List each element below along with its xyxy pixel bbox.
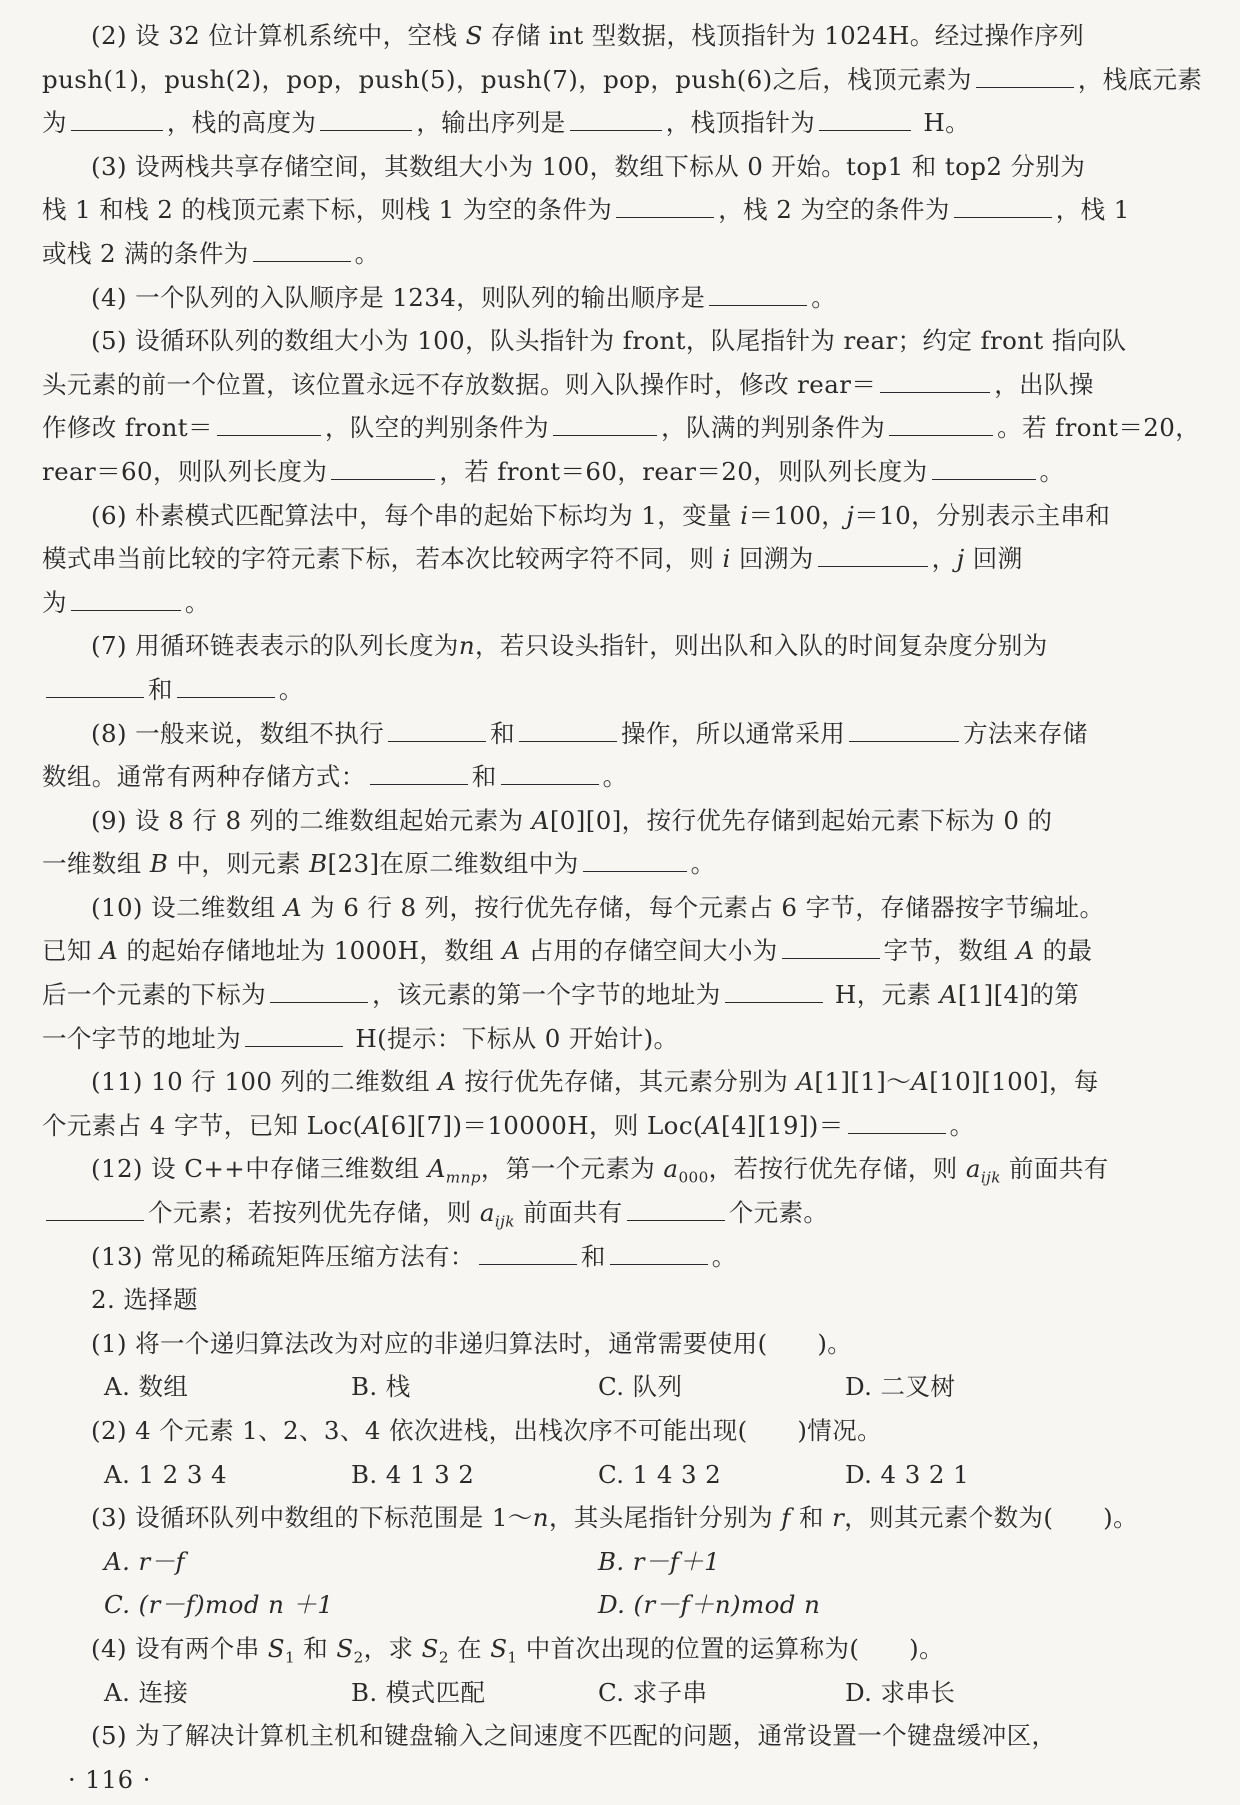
answer-blank (818, 544, 928, 567)
answer-blank (388, 718, 486, 741)
choice-q1-options (42, 1365, 1210, 1409)
option-b: B. 栈 (351, 1372, 411, 1402)
choice-q3-options-row1 (42, 1540, 1210, 1584)
answer-blank (253, 239, 351, 262)
option-c: C. 1 4 3 2 (598, 1459, 722, 1489)
choice-q2-stem: (2) 4 个元素 1、2、3、4 依次进栈，出栈次序不可能出现( )情况。 (91, 1416, 883, 1445)
answer-blank (71, 588, 181, 611)
answer-blank (709, 283, 807, 306)
answer-blank (501, 762, 599, 785)
fill-q6-line1: (6) 朴素模式匹配算法中，每个串的起始下标均为 1，变量 i＝100，j＝10，分别表示主串和 (91, 500, 1111, 530)
answer-blank (583, 849, 687, 872)
fill-q8-line1: (8) 一般来说，数组不执行 和 操作，所以通常采用 方法来存储 (91, 718, 1088, 748)
fill-q2-line1: (2) 设 32 位计算机系统中，空栈 S 存储 int 型数据，栈顶指针为 1024H。经过操作序列 (91, 21, 1085, 50)
option-d: D. 求串长 (845, 1677, 956, 1707)
choice-q1-stem: (1) 将一个递归算法改为对应的非递归算法时，通常需要使用( )。 (91, 1328, 853, 1358)
fill-q11-line1: (11) 10 行 100 列的二维数组 A 按行优先存储，其元素分别为 A[1][1]～A[10][100]，每 (91, 1067, 1099, 1097)
fill-q10-line3: 后一个元素的下标为 ，该元素的第一个字节的地址为 H，元素 A[1][4]的第 (42, 980, 1080, 1010)
option-b: B. 4 1 3 2 (351, 1459, 475, 1489)
answer-blank (782, 936, 880, 959)
answer-blank (570, 108, 662, 131)
option-b: B. 模式匹配 (351, 1677, 486, 1707)
option-c: C. 求子串 (598, 1677, 708, 1707)
page-number: · 116 · (68, 1766, 152, 1794)
choice-q3-options-row2 (42, 1583, 1210, 1627)
answer-blank (320, 108, 412, 131)
option-d: D. 二叉树 (845, 1372, 956, 1402)
option-a: A. 1 2 3 4 (104, 1459, 227, 1489)
answer-blank (932, 457, 1036, 480)
answer-blank (976, 65, 1074, 88)
option-d: D. (r－f＋n)mod n (598, 1590, 821, 1620)
fill-q10-line4: 一个字节的地址为 H(提示：下标从 0 开始计)。 (42, 1023, 679, 1053)
answer-blank (819, 108, 911, 131)
fill-q12-line2: 个元素；若按列优先存储，则 $a_{ijk}$ 前面共有 个元素。 (42, 1191, 1210, 1235)
answer-blank (610, 1242, 708, 1265)
fill-q4: (4) 一个队列的入队顺序是 1234，则队列的输出顺序是 。 (91, 282, 837, 312)
exercise-content (42, 14, 1210, 1758)
fill-q13: (13) 常见的稀疏矩阵压缩方法有： 和 。 (91, 1241, 737, 1271)
answer-blank (245, 1024, 343, 1047)
fill-q10-line1: (10) 设二维数组 A 为 6 行 8 列，按行优先存储，每个元素占 6 字节，存储器按字节编址。 (91, 892, 1105, 922)
answer-blank (46, 675, 144, 698)
answer-blank (519, 718, 617, 741)
choice-q2-options (42, 1453, 1210, 1497)
fill-q11-line2: 个元素占 4 字节，已知 Loc(A[6][7])＝10000H，则 Loc(A[4][19])＝ 。 (42, 1110, 975, 1140)
answer-blank (954, 195, 1052, 218)
fill-q10-line2: 已知 A 的起始存储地址为 1000H，数组 A 占用的存储空间大小为 字节，数组 A 的最 (42, 936, 1093, 966)
answer-blank (553, 413, 657, 436)
answer-blank (880, 370, 990, 393)
answer-blank (177, 675, 275, 698)
section-heading-choice: 2. 选择题 (91, 1285, 199, 1315)
fill-q5-line2: 头元素的前一个位置，该位置永远不存放数据。则入队操作时，修改 rear＝ ，出队操 (42, 369, 1094, 399)
fill-q5-line4: rear＝60，则队列长度为 ，若 front＝60，rear＝20，则队列长度为 。 (42, 456, 1065, 486)
fill-q7-line1: (7) 用循环链表表示的队列长度为n，若只设头指针，则出队和入队的时间复杂度分别为 (91, 631, 1048, 661)
fill-q5-line3: 作修改 front＝ ，队空的判别条件为 ，队满的判别条件为 。若 front＝20， (42, 413, 1201, 443)
choice-q4-options (42, 1671, 1210, 1715)
answer-blank (725, 980, 823, 1003)
fill-q8-line2: 数组。通常有两种存储方式： 和 。 (42, 762, 628, 792)
answer-blank (889, 413, 993, 436)
answer-blank (71, 108, 163, 131)
answer-blank (331, 457, 435, 480)
answer-blank (270, 980, 368, 1003)
answer-blank (479, 1242, 577, 1265)
fill-q3-line2: 栈 1 和栈 2 的栈顶元素下标，则栈 1 为空的条件为 ，栈 2 为空的条件为 ，栈 1 (42, 195, 1130, 225)
fill-q2-line3: 为 ，栈的高度为 ，输出序列是 ，栈顶指针为 H。 (42, 108, 970, 138)
fill-q9-line1: (9) 设 8 行 8 列的二维数组起始元素为 A[0][0]，按行优先存储到起始元素下标为 0 的 (91, 805, 1053, 835)
fill-q9-line2: 一维数组 B 中，则元素 B[23]在原二维数组中为 。 (42, 849, 716, 879)
answer-blank (627, 1198, 725, 1221)
choice-q5-stem: (5) 为了解决计算机主机和键盘输入之间速度不匹配的问题，通常设置一个键盘缓冲区， (91, 1721, 1057, 1751)
option-a: A. 连接 (104, 1677, 189, 1707)
answer-blank (370, 762, 468, 785)
fill-q2-line2: push(1)，push(2)，pop，push(5)，push(7)，pop，push(6)之后，栈顶元素为 ，栈底元素 (42, 64, 1203, 94)
fill-q3-line1: (3) 设两栈共享存储空间，其数组大小为 100，数组下标从 0 开始。top1 和 top2 分别为 (91, 151, 1086, 181)
option-a: A. 数组 (104, 1372, 189, 1402)
answer-blank (848, 1111, 946, 1134)
option-c: C. (r－f)mod n ＋1 (104, 1590, 334, 1620)
answer-blank (849, 718, 959, 741)
fill-q7-line2: 和 。 (42, 668, 1210, 712)
answer-blank (616, 195, 714, 218)
choice-q4-stem: (4) 设有两个串 $S_1$ 和 $S_2$，求 $S_2$ 在 $S_1$ 中首次出现的位置的运算称为( )。 (91, 1633, 945, 1667)
option-a: A. r－f (104, 1546, 185, 1576)
option-c: C. 队列 (598, 1372, 683, 1402)
fill-q3-line3: 或栈 2 满的条件为 。 (42, 238, 380, 268)
fill-q6-line3: 为 。 (42, 587, 210, 617)
option-d: D. 4 3 2 1 (845, 1459, 970, 1489)
fill-q5-line1: (5) 设循环队列的数组大小为 100，队头指针为 front，队尾指针为 rear；约定 front 指向队 (91, 326, 1127, 356)
answer-blank (217, 413, 321, 436)
choice-q3-stem: (3) 设循环队列中数组的下标范围是 1～n，其头尾指针分别为 f 和 r，则其元素个数为( )。 (91, 1503, 1139, 1533)
fill-q6-line2: 模式串当前比较的字符元素下标，若本次比较两字符不同，则 i 回溯为 ，j 回溯 (42, 544, 1023, 574)
fill-q12-line1: (12) 设 C++中存储三维数组 $A_{mnp}$，第一个元素为 $a_{000}$，若按行优先存储，则 $a_{ijk}$ 前面共有 (91, 1154, 1109, 1187)
answer-blank (46, 1198, 144, 1221)
option-b: B. r－f＋1 (598, 1546, 721, 1576)
